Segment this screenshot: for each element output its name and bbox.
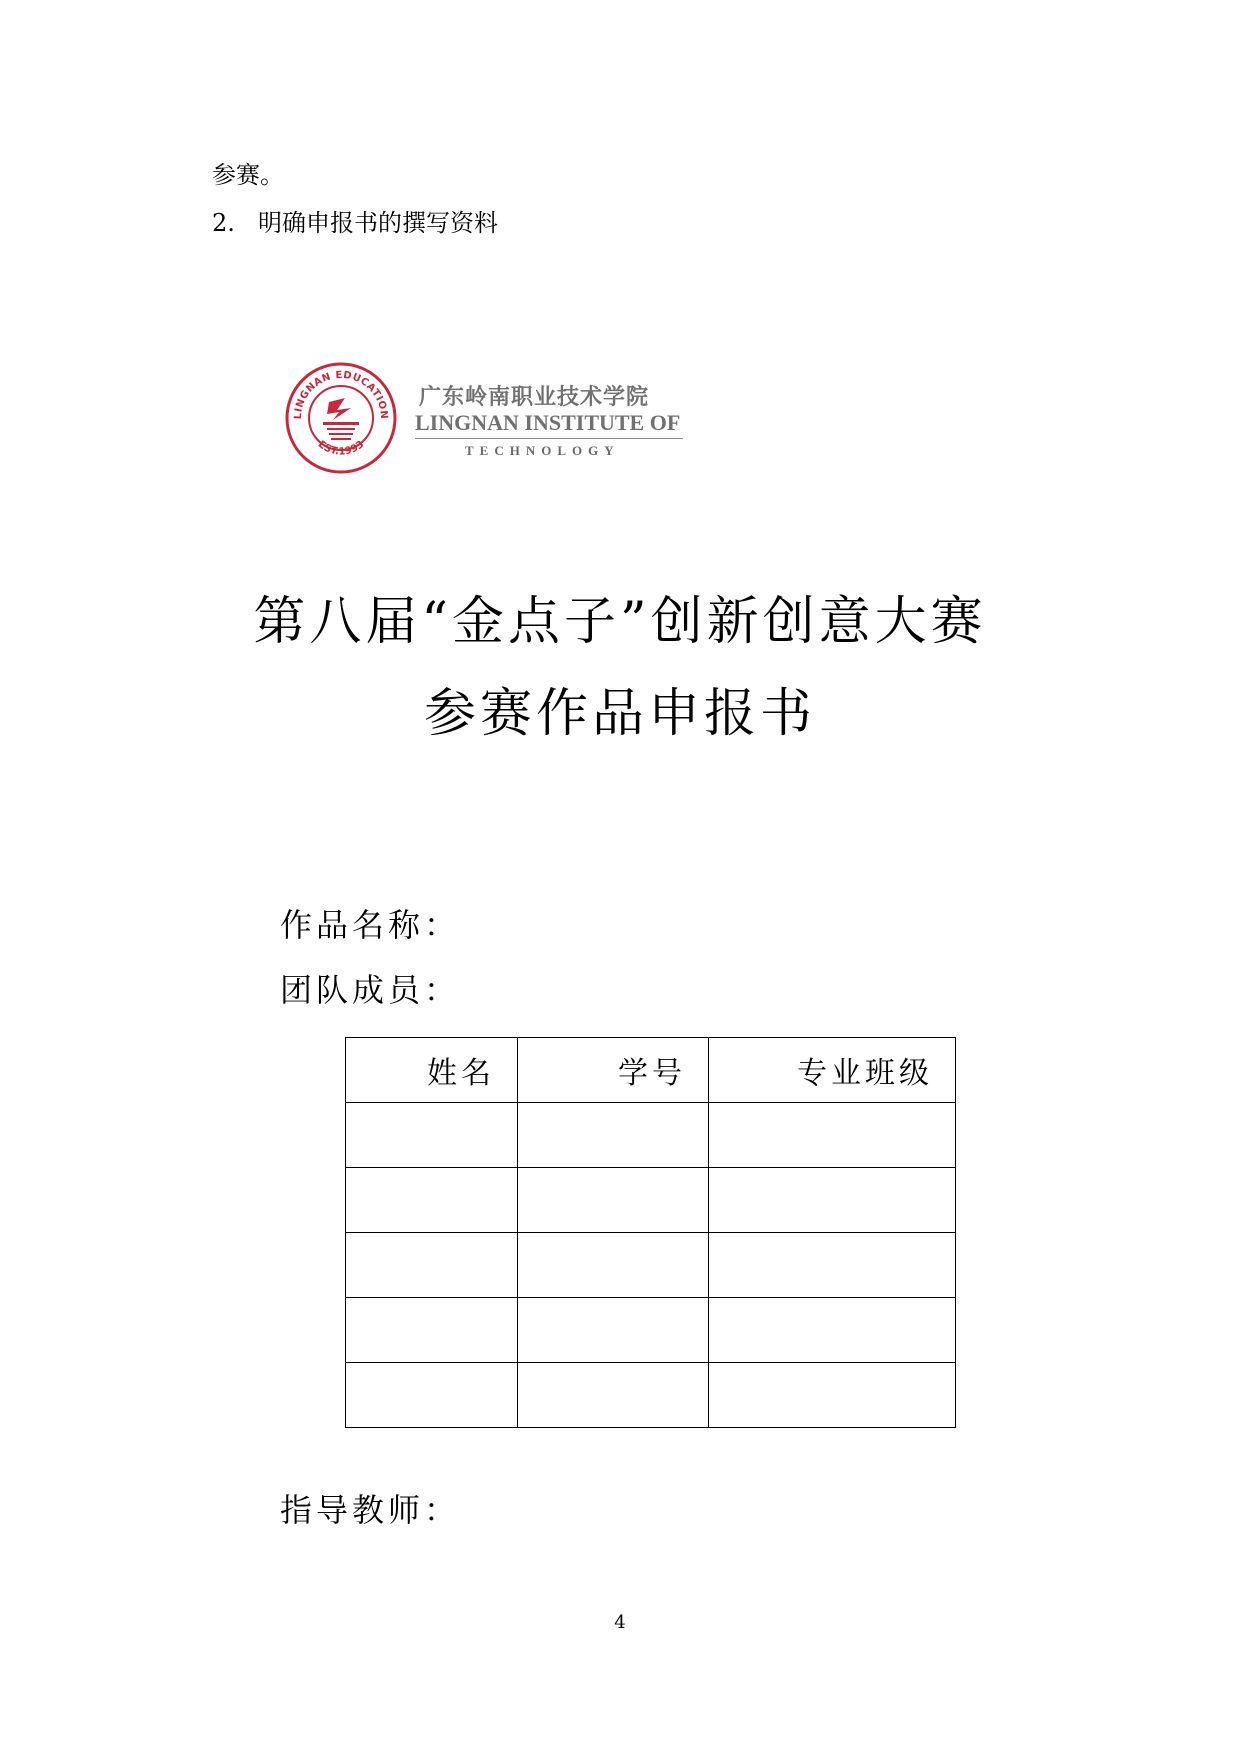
table-row xyxy=(346,1233,956,1298)
table-header-row xyxy=(346,1038,956,1103)
member-major-class-cell[interactable] xyxy=(709,1103,956,1168)
continued-paragraph-text: 参赛。 xyxy=(212,161,284,189)
numbered-list-item xyxy=(212,208,498,238)
member-student-id-cell[interactable] xyxy=(518,1103,709,1168)
table-row xyxy=(346,1103,956,1168)
member-name-cell[interactable] xyxy=(346,1103,518,1168)
member-major-class-cell[interactable] xyxy=(709,1363,956,1428)
header-major-class: 专业班级 xyxy=(709,1038,956,1103)
member-major-class-cell[interactable] xyxy=(709,1168,956,1233)
svg-text:EST.1993 xyxy=(316,439,366,458)
list-item-text: 明确申报书的撰写资料 xyxy=(258,209,498,237)
header-student-id: 学号 xyxy=(518,1038,709,1103)
member-major-class-cell[interactable] xyxy=(709,1298,956,1363)
member-name-cell[interactable] xyxy=(346,1233,518,1298)
institute-logo xyxy=(285,362,685,480)
table-row xyxy=(346,1298,956,1363)
logo-divider xyxy=(415,438,683,439)
logo-chinese-name: 广东岭南职业技术学院 xyxy=(419,385,650,410)
member-student-id-cell[interactable] xyxy=(518,1233,709,1298)
team-member-table xyxy=(345,1037,956,1428)
page-number: 4 xyxy=(614,1612,626,1633)
work-name-label: 作品名称： xyxy=(280,906,461,944)
member-student-id-cell[interactable] xyxy=(518,1298,709,1363)
document-title-line2: 参赛作品申报书 xyxy=(423,684,816,744)
table-row xyxy=(346,1168,956,1233)
logo-english-name-line2: TECHNOLOGY xyxy=(465,443,620,458)
list-item-number: 2. xyxy=(212,209,235,237)
member-student-id-cell[interactable] xyxy=(518,1363,709,1428)
member-name-cell[interactable] xyxy=(346,1363,518,1428)
header-name: 姓名 xyxy=(346,1038,518,1103)
member-name-cell[interactable] xyxy=(346,1298,518,1363)
institute-seal-icon xyxy=(285,362,397,474)
team-members-label: 团队成员： xyxy=(280,971,461,1009)
member-student-id-cell[interactable] xyxy=(518,1168,709,1233)
seal-ring-bottom-text: EST.1993 xyxy=(315,439,367,458)
seal-ring-top-text: LINGNAN EDUCATION xyxy=(292,369,390,420)
table-row xyxy=(346,1363,956,1428)
logo-english-name-line1: LINGNAN INSTITUTE OF xyxy=(415,410,681,435)
document-title-line1: 第八届“金点子”创新创意大赛 xyxy=(253,592,987,652)
member-name-cell[interactable] xyxy=(346,1168,518,1233)
member-major-class-cell[interactable] xyxy=(709,1233,956,1298)
advisor-label: 指导教师： xyxy=(280,1491,461,1529)
